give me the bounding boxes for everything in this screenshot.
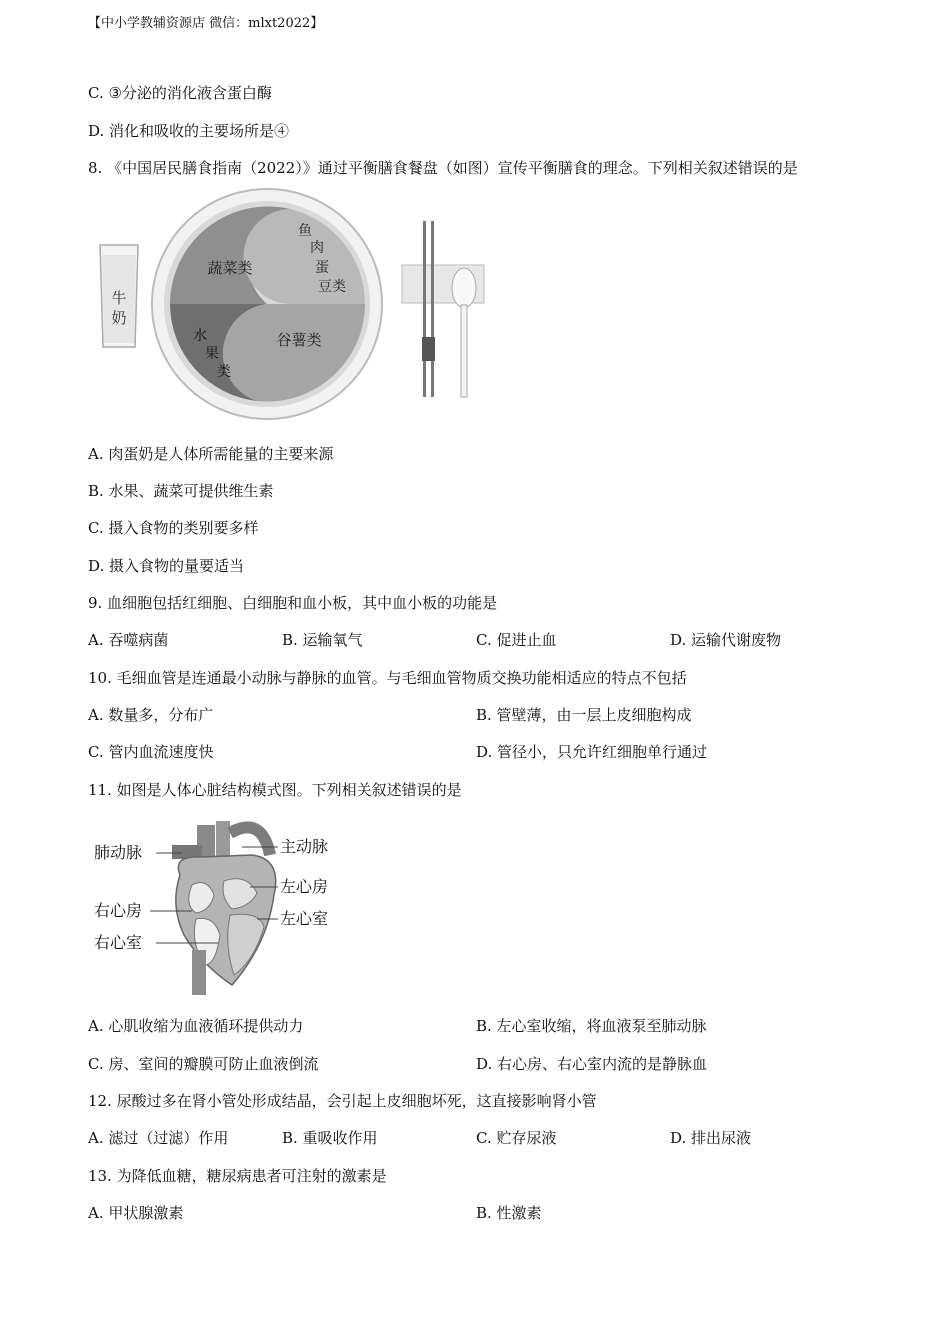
fish-label-2: 肉 (310, 240, 324, 256)
q10-stem: 10. 毛细血管是连通最小动脉与静脉的血管。与毛细血管物质交换功能相适应的特点不包括 (88, 669, 687, 687)
q11-option-b: B. 左心室收缩，将血液泵至肺动脉 (476, 1017, 707, 1035)
grains-label: 谷薯类 (276, 331, 322, 349)
q10-option-a: A. 数量多，分布广 (88, 706, 214, 724)
q9-option-d: D. 运输代谢废物 (670, 631, 782, 649)
q13-option-a: A. 甲状腺激素 (88, 1204, 184, 1222)
q8-option-a: A. 肉蛋奶是人体所需能量的主要来源 (88, 445, 334, 463)
q12-stem: 12. 尿酸过多在肾小管处形成结晶，会引起上皮细胞坏死，这直接影响肾小管 (88, 1092, 597, 1110)
label-right-ventricle: 右心室 (94, 933, 143, 952)
label-pulmonary-artery: 肺动脉 (94, 843, 143, 862)
chopsticks-spoon-icon (402, 221, 484, 397)
q8-option-d: D. 摄入食物的量要适当 (88, 557, 245, 575)
q12-option-d: D. 排出尿液 (670, 1129, 752, 1147)
q11-option-c: C. 房、室间的瓣膜可防止血液倒流 (88, 1055, 319, 1073)
q13-stem: 13. 为降低血糖，糖尿病患者可注射的激素是 (88, 1167, 387, 1185)
milk-label-2: 奶 (111, 309, 127, 327)
q10-option-c: C. 管内血流速度快 (88, 743, 214, 761)
milk-label-1: 牛 (111, 289, 127, 307)
q7-option-d: D. 消化和吸收的主要场所是④ (88, 122, 290, 140)
q11-stem: 11. 如图是人体心脏结构模式图。下列相关叙述错误的是 (88, 781, 462, 799)
q12-option-a: A. 滤过（过滤）作用 (88, 1129, 229, 1147)
page-header: 【中小学教辅资源店 微信：mlxt2022】 (88, 16, 324, 31)
fish-label-1: 鱼 (298, 223, 312, 239)
q8-stem: 8. 《中国居民膳食指南（2022）》通过平衡膳食餐盘（如图）宣传平衡膳食的理念。下列相关叙述错误的是 (88, 159, 798, 177)
q8-option-b: B. 水果、蔬菜可提供维生素 (88, 482, 274, 500)
q11-option-a: A. 心肌收缩为血液循环提供动力 (88, 1017, 304, 1035)
q13-option-b: B. 性激素 (476, 1204, 542, 1222)
q8-option-c: C. 摄入食物的类别要多样 (88, 519, 259, 537)
label-left-atrium: 左心房 (280, 877, 329, 896)
label-aorta: 主动脉 (280, 837, 329, 856)
q10-option-b: B. 管壁薄，由一层上皮细胞构成 (476, 706, 692, 724)
fruit-label-3: 类 (217, 364, 231, 380)
q9-stem: 9. 血细胞包括红细胞、白细胞和血小板，其中血小板的功能是 (88, 594, 498, 612)
q10-option-d: D. 管径小，只允许红细胞单行通过 (476, 743, 708, 761)
q9-option-c: C. 促进止血 (476, 631, 557, 649)
q9-option-a: A. 吞噬病菌 (88, 631, 169, 649)
fish-label-3: 蛋 (315, 260, 329, 276)
vegetables-label: 蔬菜类 (207, 259, 253, 277)
heart-structure-figure (92, 815, 352, 1000)
q11-option-d: D. 右心房、右心室内流的是静脉血 (476, 1055, 708, 1073)
label-right-atrium: 右心房 (94, 901, 143, 920)
fruit-label-2: 果 (205, 346, 219, 362)
q9-option-b: B. 运输氧气 (282, 631, 363, 649)
milk-glass-icon (100, 245, 138, 347)
label-left-ventricle: 左心室 (280, 909, 329, 928)
fish-label-4: 豆类 (318, 279, 346, 295)
balanced-plate-figure (92, 185, 492, 430)
q12-option-b: B. 重吸收作用 (282, 1129, 378, 1147)
q7-option-c: C. ③分泌的消化液含蛋白酶 (88, 84, 272, 102)
fruit-label-1: 水 (193, 328, 207, 344)
q12-option-c: C. 贮存尿液 (476, 1129, 557, 1147)
